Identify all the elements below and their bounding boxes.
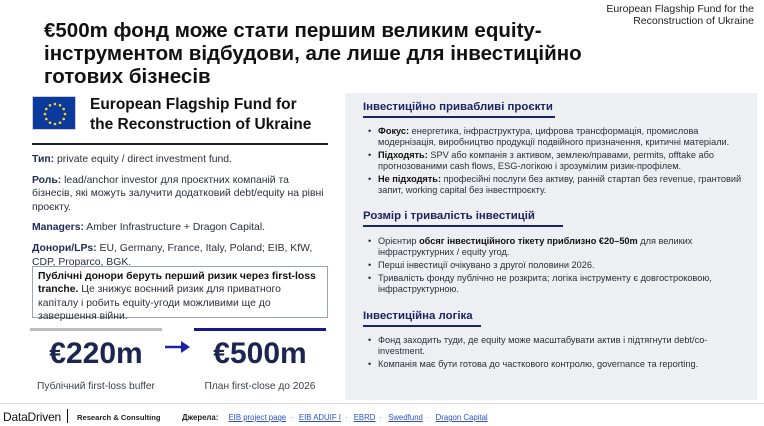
size-duration-list bbox=[367, 236, 743, 297]
brand-separator bbox=[67, 409, 68, 423]
eu-flag-icon bbox=[32, 96, 76, 130]
separator-dot: · bbox=[426, 413, 430, 422]
fact-text: private equity / direct investment fund. bbox=[54, 154, 232, 165]
list-item bbox=[367, 335, 743, 358]
list-item bbox=[367, 174, 743, 197]
separator-dot: · bbox=[344, 413, 348, 422]
list-item bbox=[367, 126, 743, 149]
section-title-investment-logic: Інвестиційна логіка bbox=[363, 310, 473, 322]
section-title-attractive-projects: Інвестиційно привабливі проєкти bbox=[363, 101, 553, 113]
fact-type bbox=[32, 153, 328, 167]
metric-value: €220m bbox=[49, 337, 143, 370]
fund-card bbox=[32, 96, 332, 138]
fact-label: Тип: bbox=[32, 154, 55, 165]
section-rule bbox=[363, 225, 563, 227]
bullet-text: Компанія має бути готова до часткового контролю, governance та reporting. bbox=[378, 359, 699, 370]
fund-name-line-2: the Reconstruction of Ukraine bbox=[90, 116, 312, 133]
metric-topline bbox=[30, 328, 162, 331]
bullet-bold: Не підходять: bbox=[378, 174, 442, 185]
separator-dot: · bbox=[379, 413, 383, 422]
bullet-bold: Фокус: bbox=[378, 126, 410, 136]
bullet-pre: Орієнтир bbox=[378, 236, 420, 246]
separator-dot: · bbox=[290, 413, 293, 422]
callout-text: Це знижує воєнний ризик для приватного капіталу і робить equity-угоди можливими ще до завершення війни. bbox=[38, 284, 281, 322]
bullet-text: для великих інфраструктурних / equity угод. bbox=[378, 236, 693, 258]
source-link-dragon-capital[interactable]: Dragon Capital bbox=[435, 413, 488, 422]
metric-first-loss bbox=[30, 328, 162, 392]
brand-tagline: Research & Consulting bbox=[77, 413, 161, 422]
fact-label: Managers: bbox=[32, 222, 84, 234]
brand-logo: DataDriven bbox=[3, 410, 62, 424]
list-item bbox=[367, 150, 743, 173]
metric-value: €500m bbox=[213, 337, 307, 370]
bullet-text: Тривалість фонду публічно не розкрита; логіка інструменту є довгостроковою, інфраструктурною. bbox=[378, 272, 712, 295]
fund-facts bbox=[32, 153, 328, 276]
list-item bbox=[367, 260, 743, 271]
metric-topline bbox=[194, 328, 326, 331]
bullet-bold: обсяг інвестиційного тікету приблизно €20–50m bbox=[419, 236, 638, 246]
list-item bbox=[367, 359, 743, 370]
callout-bold: Публічні донори беруть перший ризик через first-loss tranche. bbox=[38, 271, 316, 296]
eu-stars-icon bbox=[33, 97, 77, 131]
fund-divider bbox=[32, 143, 328, 145]
sources-bar bbox=[182, 413, 488, 422]
source-link-swedfund[interactable]: Swedfund bbox=[388, 413, 423, 422]
bullet-text: професійні послуги без активу, ранній стартап без revenue, грантовий запит, working capital без інвестпроєкту. bbox=[378, 174, 742, 196]
sources-label: Джерела: bbox=[182, 413, 219, 422]
right-arrow-icon bbox=[163, 337, 191, 357]
metric-first-close bbox=[194, 328, 326, 392]
section-title-size-duration: Розмір і тривалість інвестицій bbox=[363, 210, 535, 222]
fact-label: Донори/LPs: bbox=[32, 242, 97, 254]
section-rule bbox=[363, 325, 481, 327]
fact-managers bbox=[32, 221, 328, 235]
fact-label: Роль: bbox=[32, 174, 62, 186]
investment-logic-list bbox=[367, 335, 743, 372]
fund-name-line-1: European Flagship Fund for bbox=[90, 96, 297, 113]
list-item bbox=[367, 236, 743, 259]
list-item bbox=[367, 273, 743, 296]
fact-text: Amber Infrastructure + Dragon Capital. bbox=[83, 222, 266, 234]
fact-role bbox=[32, 174, 328, 215]
fact-text: EU, Germany, France, Italy, Poland; EIB, KfW, CDP, Proparco, BGK. bbox=[32, 242, 313, 268]
fact-text: lead/anchor investor для проєктних компаній та бізнесів, які можуть залучити додатковий debt/equity на рівні проєкту. bbox=[32, 174, 324, 213]
attractive-projects-list bbox=[367, 126, 743, 198]
bullet-text: Фонд заходить туди, де equity може масштабувати актив і підтягнути debt/co-investment. bbox=[378, 335, 708, 357]
section-rule bbox=[363, 116, 555, 118]
bullet-text: SPV або компанія з активом, землею/правами, permits, offtake або прогнозованими cash flows, ESG-логікою і зрозумілим ризик-профілем. bbox=[378, 150, 714, 172]
bullet-text: енергетика, інфраструктура, цифрова трансформація, промислова модернізація, виробництво продукції подвійного призначення, критичні матеріали. bbox=[378, 126, 730, 148]
tag-line-1: European Flagship Fund for the bbox=[606, 3, 754, 15]
slide-headline: €500m фонд може стати першим великим equity-інструментом відбудови, але лише для інвестиційно готових бізнесів bbox=[44, 19, 582, 88]
metric-label: Публічний first-loss buffer bbox=[37, 381, 155, 392]
tag-line-2: Reconstruction of Ukraine bbox=[633, 15, 754, 27]
bullet-text: Перші інвестиції очікувано з другої половини 2026. bbox=[378, 260, 595, 271]
metric-label: План first-close до 2026 bbox=[204, 381, 316, 392]
source-link-eib-aduif[interactable]: EIB ADUIF I bbox=[298, 413, 341, 422]
source-link-ebrd[interactable]: EBRD bbox=[353, 413, 376, 422]
footer-divider bbox=[0, 403, 764, 404]
first-loss-callout bbox=[32, 266, 328, 322]
fund-name bbox=[90, 95, 340, 135]
source-link-eib-project[interactable]: EIB project page bbox=[228, 413, 287, 422]
bullet-bold: Підходять: bbox=[378, 150, 428, 161]
